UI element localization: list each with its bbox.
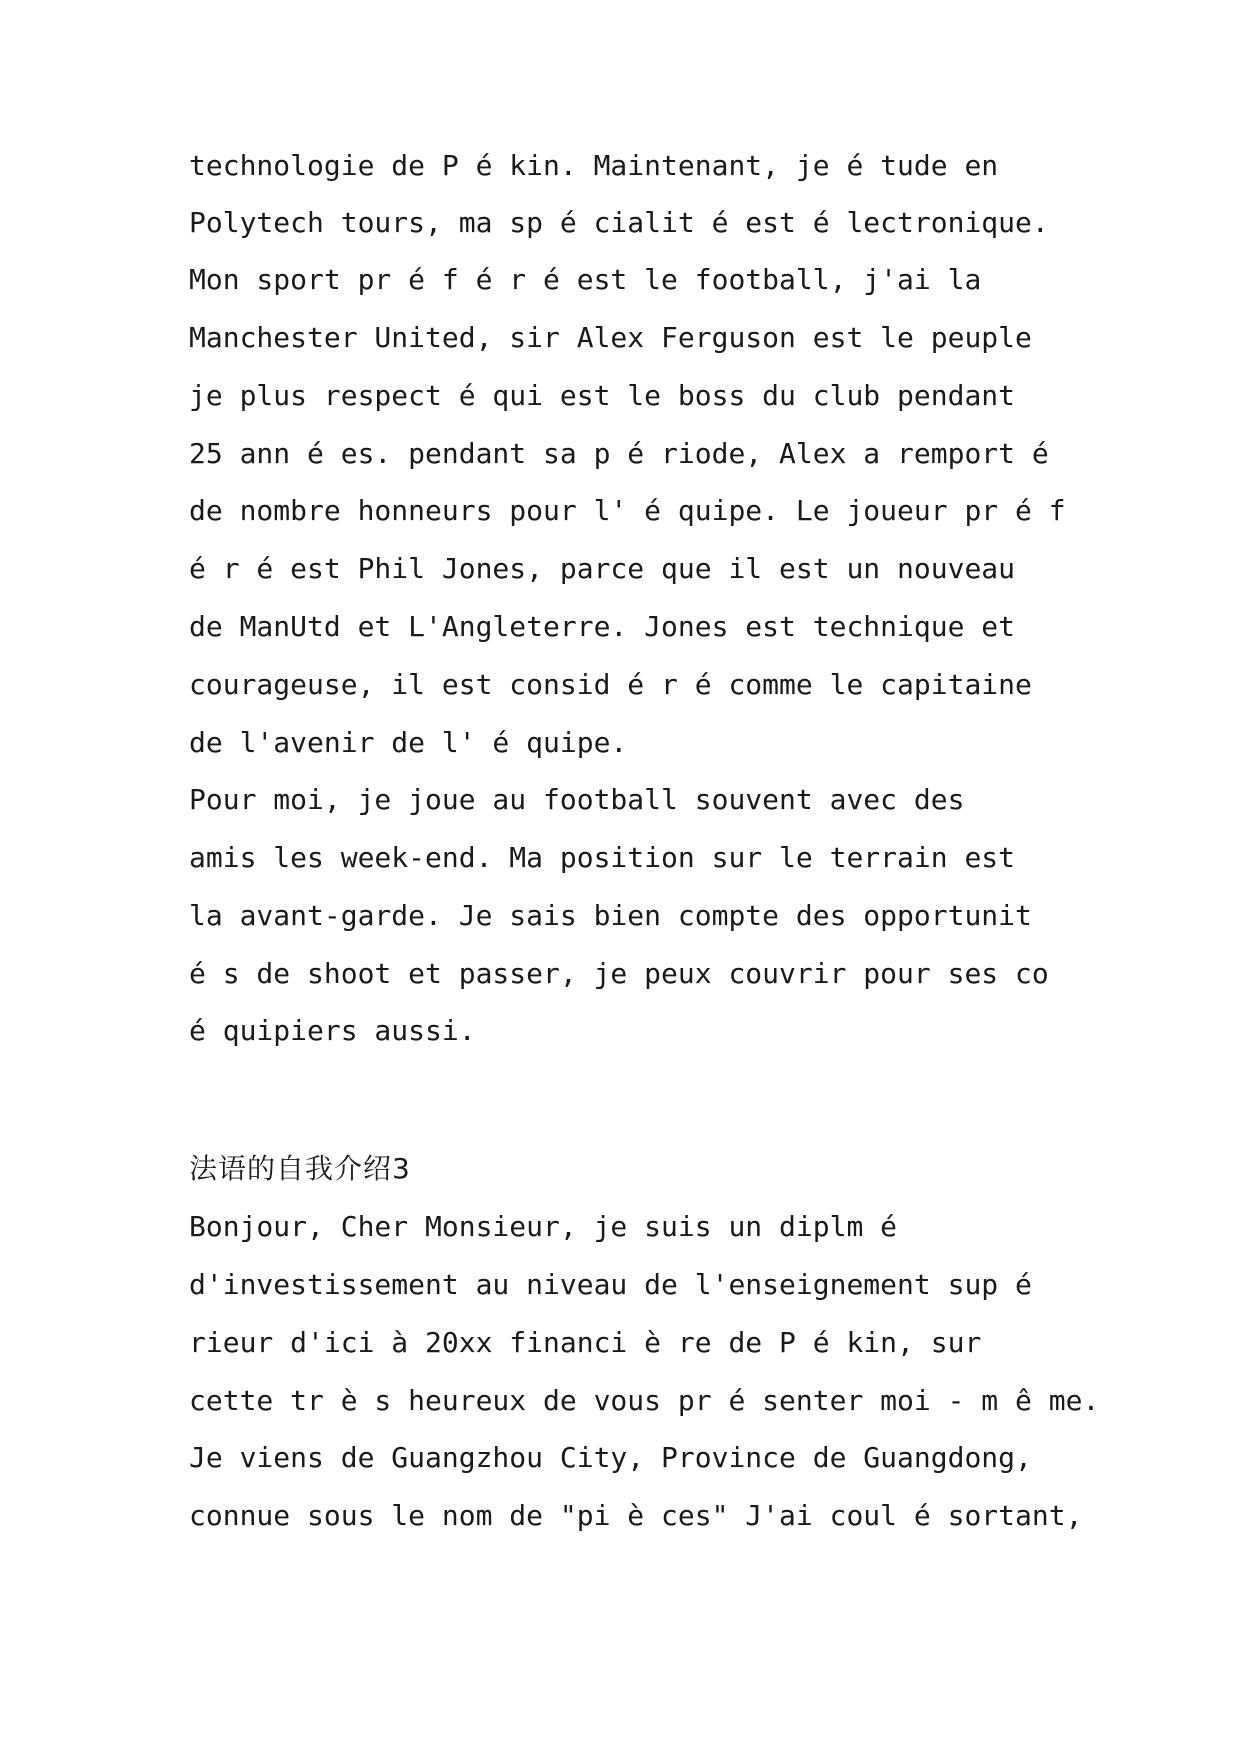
text-line: la avant-garde. Je sais bien compte des opportunit — [189, 899, 1032, 932]
text-line: amis les week-end. Ma position sur le terrain est — [189, 841, 1016, 874]
text-line: cette tr è s heureux de vous pr é senter moi - m ê me. — [189, 1384, 1100, 1417]
text-line: é s de shoot et passer, je peux couvrir pour ses co — [189, 957, 1049, 990]
text-line: d'investissement au niveau de l'enseignement sup é — [189, 1268, 1032, 1301]
text-line: 25 ann é es. pendant sa p é riode, Alex a remport é — [189, 437, 1049, 470]
text-line: de ManUtd et L'Angleterre. Jones est technique et — [189, 610, 1016, 643]
text-line: Manchester United, sir Alex Ferguson est le peuple — [189, 321, 1032, 354]
text-line: Mon sport pr é f é r é est le football, j'ai la — [189, 263, 982, 296]
text-line: de nombre honneurs pour l' é quipe. Le joueur pr é f — [189, 494, 1066, 527]
section-heading: 法语的自我介绍3 — [189, 1152, 411, 1185]
text-line: é quipiers aussi. — [189, 1014, 476, 1047]
text-line: de l'avenir de l' é quipe. — [189, 726, 628, 759]
text-line: é r é est Phil Jones, parce que il est un nouveau — [189, 552, 1016, 585]
text-line: Polytech tours, ma sp é cialit é est é lectronique. — [189, 206, 1049, 239]
text-line: je plus respect é qui est le boss du club pendant — [189, 379, 1016, 412]
text-line: Pour moi, je joue au football souvent avec des — [189, 783, 965, 816]
text-line: connue sous le nom de "pi è ces" J'ai coul é sortant, — [189, 1499, 1083, 1532]
text-line: courageuse, il est consid é r é comme le capitaine — [189, 668, 1032, 701]
text-line: Bonjour, Cher Monsieur, je suis un diplm é — [189, 1210, 898, 1243]
text-line: Je viens de Guangzhou City, Province de Guangdong, — [189, 1441, 1032, 1474]
text-line: rieur d'ici à 20xx financi è re de P é kin, sur — [189, 1326, 982, 1359]
text-line: technologie de P é kin. Maintenant, je é tude en — [189, 149, 999, 182]
